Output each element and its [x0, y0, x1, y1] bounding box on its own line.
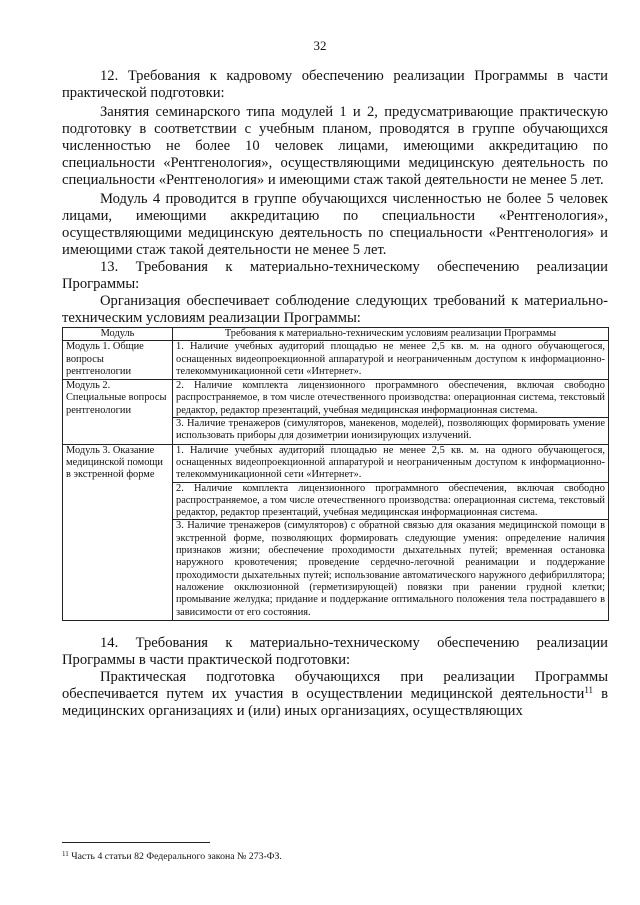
section-14-paragraph-1 [62, 669, 608, 720]
requirements-cell [173, 341, 609, 380]
requirements-cell [173, 444, 609, 620]
footnote [62, 848, 608, 863]
requirement-item: 1. Наличие учебных аудиторий площадью не менее 2,5 кв. м. на одного обучающегося, оснащенных видеопроекционной аппаратурой и неограниченным доступом к информационно-телекоммуникационной сети «Интернет». [176, 341, 605, 377]
table-row [63, 444, 609, 620]
section-14-heading: 14. Требования к материально-техническому обеспечению реализации Программы в части практической подготовки: [62, 634, 608, 668]
document-body [62, 68, 608, 720]
requirements-cell [173, 380, 609, 444]
page-number: 32 [313, 38, 327, 53]
table-header-module: Модуль [63, 328, 173, 341]
requirement-item: 3. Наличие тренажеров (симуляторов) с обратной связью для оказания медицинской помощи в экстренной форме, позволяющих формировать следующие умения: определение наличия признаков жизни; обеспечение проходимости дыхательных путей; временная остановка наружного кровотечения; проведение сердечно-легочной реанимации и поддержание проходимости дыхательных путей; использование автоматического наружного дефибриллятора; наложение окклюзионной (герметизирующей) повязки при ранении грудной клетки; промывание желудка; придание и поддержание оптимального положения тела пострадавшего в зависимости от его состояния. [173, 519, 608, 618]
table-row [63, 341, 609, 380]
section-12-heading: 12. Требования к кадровому обеспечению реализации Программы в части практической подготовки: [62, 68, 608, 101]
footnote-reference[interactable]: 11 [584, 684, 594, 695]
requirement-item: 2. Наличие комплекта лицензионного программного обеспечения, включая свободно распространяемое, в том числе отечественного производства: операционная система, текстовый редактор, редактор презентаций, учебная медицинская информационная система. [176, 380, 605, 416]
requirements-table [62, 327, 609, 621]
table-row [63, 380, 609, 444]
footnote-mark: 11 [62, 850, 69, 858]
requirement-item: 3. Наличие тренажеров (симуляторов, манекенов, моделей), позволяющих формировать умение использовать приборы для дозиметрии ионизирующих излучений. [173, 417, 608, 443]
section-12-paragraph-1: Занятия семинарского типа модулей 1 и 2, предусматривающие практическую подготовку в соответствии с учебным планом, проводятся в группе обучающихся численностью не более 10 человек лицами, имеющими аккредитацию по специальности «Рентгенология», осуществляющими медицинскую деятельность по специальности «Рентгенология» и имеющими стаж такой деятельности не менее 5 лет. [62, 104, 608, 188]
footnote-text: Часть 4 статьи 82 Федерального закона № 273-ФЗ. [68, 851, 282, 862]
section-13-paragraph-1: Организация обеспечивает соблюдение следующих требований к материально-техническим условиям реализации Программы: [62, 293, 608, 326]
requirement-item: 1. Наличие учебных аудиторий площадью не менее 2,5 кв. м. на одного обучающегося, оснащенных видеопроекционной аппаратурой и неограниченным доступом к информационно-телекоммуникационной сети «Интернет». [176, 444, 605, 481]
section-12-paragraph-2: Модуль 4 проводится в группе обучающихся численностью не более 5 человек лицами, имеющими аккредитацию по специальности «Рентгенология», осуществляющими медицинскую деятельность по специальности «Рентгенология» и имеющими стаж такой деятельности не менее 5 лет. [62, 191, 608, 258]
section-14-text-start: Практическая подготовка обучающихся при реализации Программы обеспечивается путем их участия в осуществлении медицинской деятельности [62, 668, 608, 702]
section-13-heading: 13. Требования к материально-техническому обеспечению реализации Программы: [62, 259, 608, 292]
footnote-divider [62, 842, 210, 843]
module-cell: Модуль 1. Общие вопросы рентгенологии [63, 341, 173, 380]
table-header-row [63, 328, 609, 341]
section-14-text-end: в медицинских организациях и (или) иных организациях, осуществляющих [62, 685, 608, 719]
module-cell: Модуль 3. Оказание медицинской помощи в экстренной форме [63, 444, 173, 620]
module-cell: Модуль 2. Специальные вопросы рентгенологии [63, 380, 173, 444]
table-header-requirements: Требования к материально-техническим условиям реализации Программы [173, 328, 609, 341]
requirement-item: 2. Наличие комплекта лицензионного программного обеспечения, включая свободно распространяемое, а том числе отечественного производства: операционная система, текстовый редактор, редактор презентаций, учебная медицинская информационная система. [173, 482, 608, 520]
